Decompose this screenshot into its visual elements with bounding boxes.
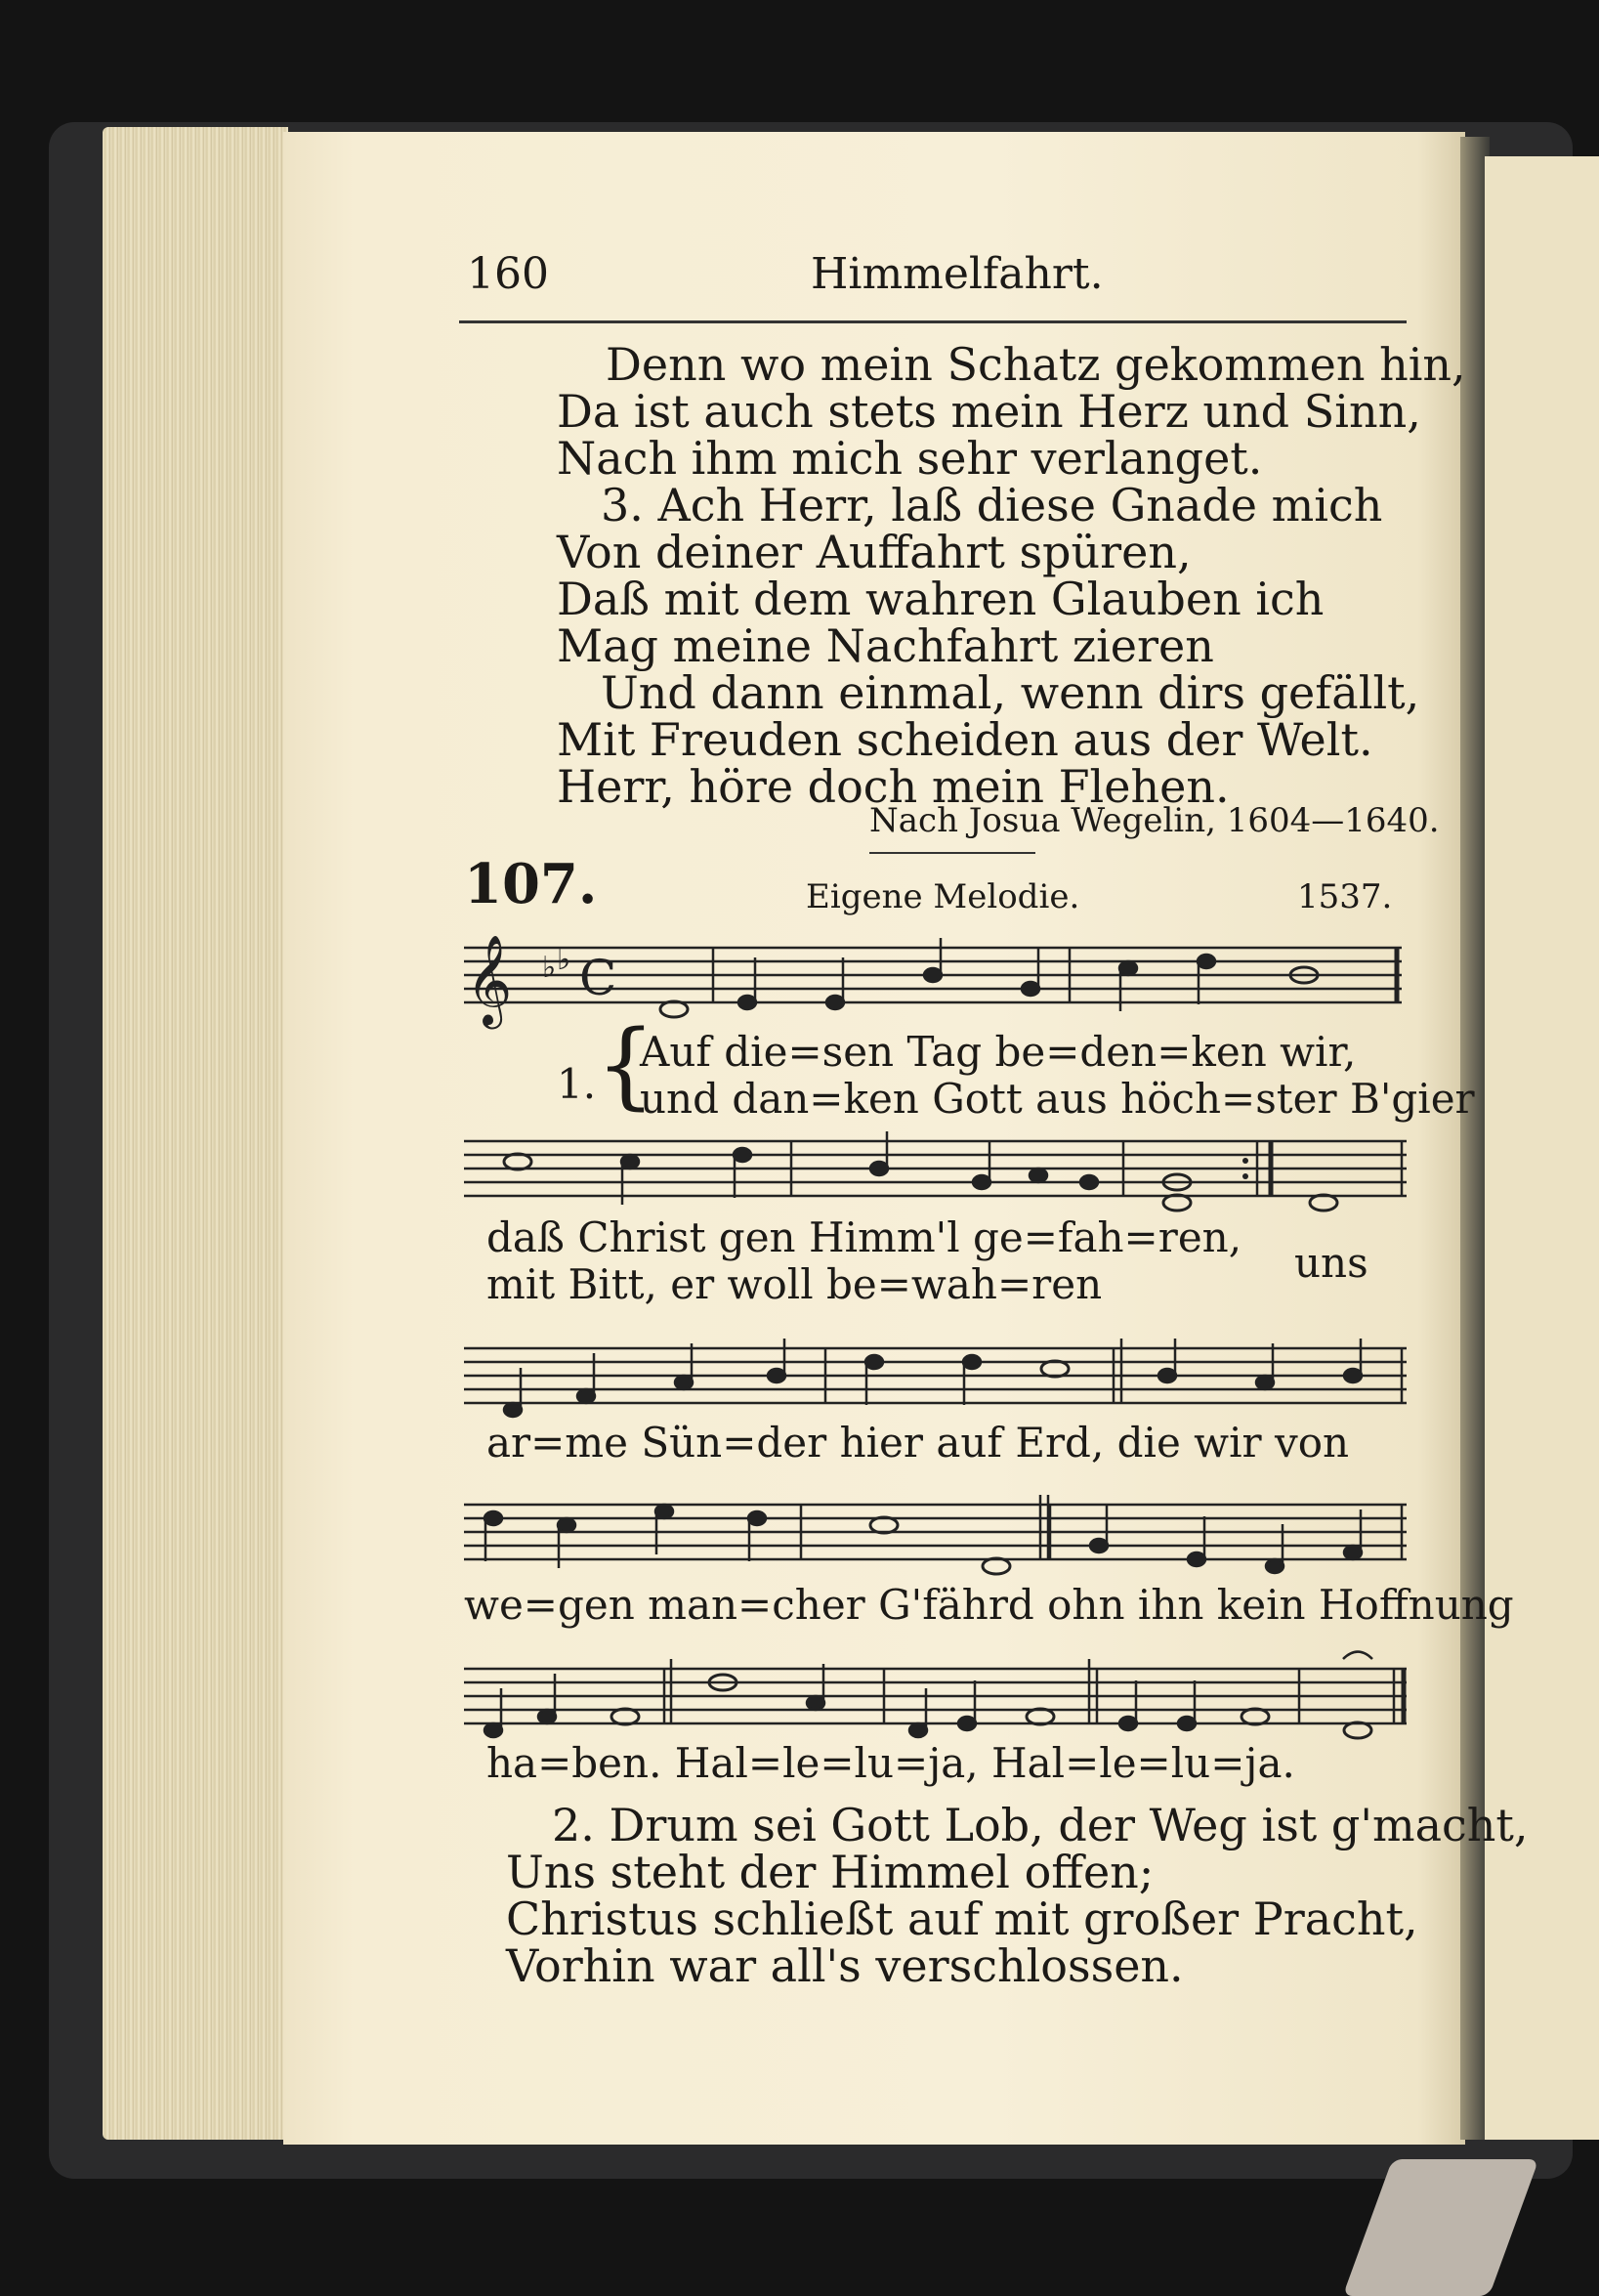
verse-line: 3. Ach Herr, laß diese Gnade mich <box>601 479 1383 531</box>
verse-brace: { <box>596 1010 656 1120</box>
ribbon-bookmark <box>1343 2159 1539 2296</box>
music-staff <box>464 1339 1407 1426</box>
lyric-word: uns <box>1294 1239 1368 1287</box>
melody-label: Eigene Melodie. <box>806 877 1080 916</box>
verse-line: Mit Freuden scheiden aus der Welt. <box>557 713 1373 766</box>
verse-line: Mag meine Nachfahrt zieren <box>557 619 1214 672</box>
lyric-line: daß Christ gen Himm'l ge=fah=ren, <box>486 1213 1242 1261</box>
verse-line: Vorhin war all's verschlossen. <box>506 1939 1184 1992</box>
verse-line: Und dann einmal, wenn dirs gefällt, <box>601 666 1420 719</box>
verse-line: Herr, höre doch mein Flehen. <box>557 760 1230 813</box>
header-rule <box>459 320 1407 323</box>
verse-line: Denn wo mein Schatz gekommen hin, <box>606 338 1466 391</box>
music-staff <box>464 1495 1407 1583</box>
lyric-line: Auf die=sen Tag be=den=ken wir, <box>640 1028 1357 1076</box>
attribution: Nach Josua Wegelin, 1604—1640. <box>869 801 1440 840</box>
page-edges <box>103 127 288 2140</box>
lyric-line: ha=ben. Hal=le=lu=ja, Hal=le=lu=ja. <box>486 1739 1295 1787</box>
verse-line: Uns steht der Himmel offen; <box>506 1846 1155 1898</box>
music-staff <box>464 1131 1407 1219</box>
svg-text:♭: ♭ <box>557 943 571 977</box>
svg-text:C: C <box>579 950 617 1006</box>
lyric-line: mit Bitt, er woll be=wah=ren <box>486 1260 1103 1308</box>
verse-line: 2. Drum sei Gott Lob, der Weg ist g'macht, <box>552 1799 1529 1851</box>
page-number: 160 <box>467 249 549 299</box>
lyric-line: und dan=ken Gott aus höch=ster B'gier <box>640 1075 1475 1123</box>
melody-year: 1537. <box>1297 877 1393 916</box>
verse-line: Von deiner Auffahrt spüren, <box>557 526 1192 578</box>
svg-text:♭: ♭ <box>542 951 557 985</box>
hymn-number: 107. <box>464 852 598 916</box>
verse-line: Christus schließt auf mit großer Pracht, <box>506 1892 1418 1945</box>
lyric-line: we=gen man=cher G'fährd ohn ihn kein Hoffnung <box>464 1581 1514 1629</box>
separator-rule <box>869 852 1035 854</box>
verse-line: Daß mit dem wahren Glauben ich <box>557 573 1325 625</box>
verse-line: Nach ihm mich sehr verlanget. <box>557 432 1263 485</box>
verse-line: Da ist auch stets mein Herz und Sinn, <box>557 385 1421 438</box>
verse-number: 1. <box>557 1060 597 1108</box>
music-staff <box>464 1659 1407 1747</box>
svg-text:𝄞: 𝄞 <box>466 934 513 1025</box>
lyric-line: ar=me Sün=der hier auf Erd, die wir von <box>486 1419 1350 1467</box>
page-title: Himmelfahrt. <box>811 249 1104 299</box>
